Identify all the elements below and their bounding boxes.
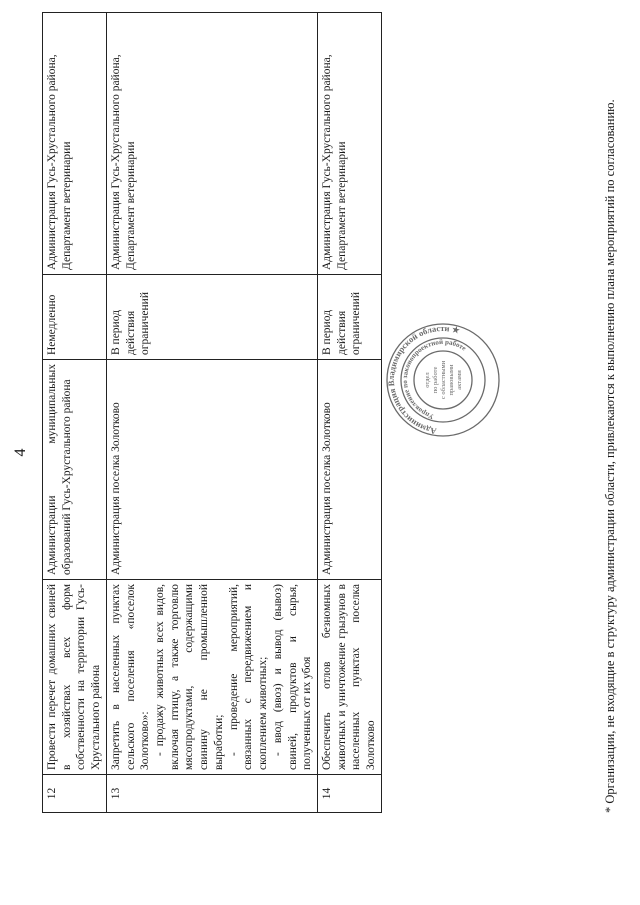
deadline-cell: Немедленно bbox=[43, 275, 107, 360]
svg-text:Управление по законопроектной: Управление по законопроектной работе bbox=[400, 337, 468, 421]
seal-stamp bbox=[385, 322, 501, 438]
control-cell: Администрация Гусь-Хрустального района, Департамент ветеринарии bbox=[43, 13, 107, 275]
seal-center-line: актами bbox=[456, 370, 463, 390]
row-number: 14 bbox=[317, 775, 381, 813]
action-text: - ввод (ввоз) и вывод (вывоз) свиней, продуктов и сырья, полученных от их убоя bbox=[271, 584, 314, 770]
control-cell: Администрация Гусь-Хрустального района, Департамент ветеринарии bbox=[317, 13, 381, 275]
action-text: Запретить в населенных пунктах сельского поселения «поселок Золотково»: bbox=[109, 584, 152, 770]
seal-center-line: правовыми bbox=[448, 364, 455, 396]
deadline-cell: В период действия ограничений bbox=[317, 275, 381, 360]
action-cell bbox=[106, 580, 317, 775]
row-number: 12 bbox=[43, 775, 107, 813]
responsible-cell: Администрация поселка Золотково bbox=[317, 360, 381, 580]
action-text: Обеспечить отлов безномных животных и уничтожение грызунов в населенных пунктах поселка Золотково bbox=[320, 584, 378, 770]
page-number: 4 bbox=[12, 448, 29, 457]
svg-text:Администрация Владимирской обл: Администрация Владимирской области ★ bbox=[385, 322, 461, 437]
table-row bbox=[317, 13, 381, 813]
control-cell: Администрация Гусь-Хрустального района, Департамент ветеринарии bbox=[106, 13, 317, 275]
deadline-cell: В период действия ограничений bbox=[106, 275, 317, 360]
action-cell bbox=[317, 580, 381, 775]
seal-center-line: с областными bbox=[440, 360, 447, 400]
measures-table bbox=[42, 12, 382, 813]
responsible-cell: Администрации муниципальных образований Гусь-Хрустального района bbox=[43, 360, 107, 580]
responsible-cell: Администрация поселка Золотково bbox=[106, 360, 317, 580]
action-text: - проведение мероприятий, связанных с передвижением и скоплением животных; bbox=[227, 584, 270, 770]
action-text: Провести перечет домашних свиней в хозяйствах всех форм собственности на территории Гусь-Хрустального района bbox=[46, 584, 103, 770]
action-cell bbox=[43, 580, 107, 775]
action-text: - продажу животных всех видов, включая птицу, а также торговлю мясопродуктами, содержащими свинину не промышленной выработки; bbox=[154, 584, 225, 770]
footnote: * Организации, не входящие в структуру администрации области, привлекаются к выполнению плана мероприятий по согласованию. bbox=[603, 99, 617, 813]
table-row bbox=[106, 13, 317, 813]
row-number: 13 bbox=[106, 775, 317, 813]
seal-center-line: отдел bbox=[424, 372, 431, 388]
table-row bbox=[43, 13, 107, 813]
seal-center-line: по работе bbox=[432, 366, 439, 394]
